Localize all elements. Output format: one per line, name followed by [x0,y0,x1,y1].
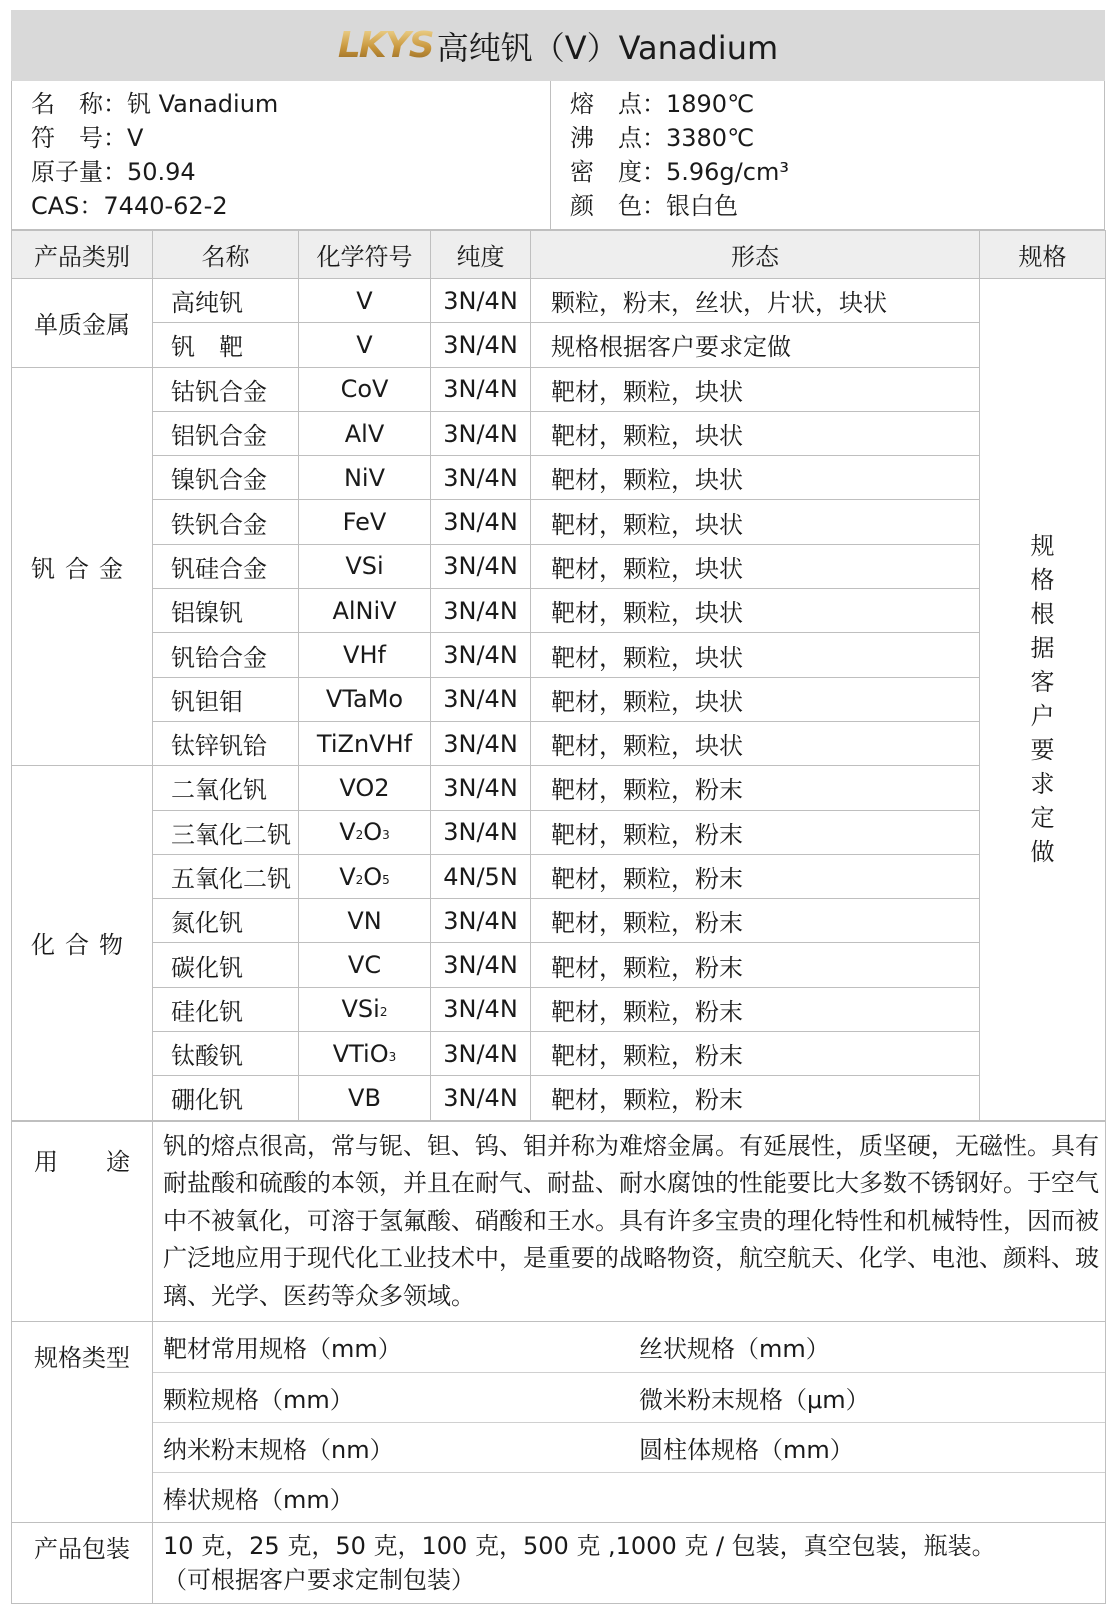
spec-type-item [629,1472,1105,1522]
product-name: 三氧化二钒 [153,810,299,854]
purity: 3N/4N [431,456,531,500]
chemical-symbol: CoV [299,367,431,411]
chemical-symbol: V [299,279,431,323]
table-row [12,1032,1106,1076]
purity: 3N/4N [431,943,531,987]
category-cell: 钒合金 [12,367,153,766]
header-spec: 规格 [980,231,1106,279]
category-cell: 单质金属 [12,279,153,368]
form: 靶材，颗粒，块状 [531,544,980,588]
info-right [551,81,1104,229]
table-row [12,544,1106,588]
chemical-symbol: VN [299,899,431,943]
chemical-symbol: VTaMo [299,677,431,721]
spec-types-label: 规格类型 [12,1322,153,1523]
purity: 3N/4N [431,367,531,411]
purity: 4N/5N [431,854,531,898]
purity: 3N/4N [431,766,531,810]
product-name: 钛酸钒 [153,1032,299,1076]
spec-types-row [12,1322,1106,1523]
table-row [12,854,1106,898]
info-left [12,81,551,229]
form: 靶材，颗粒，粉末 [531,854,980,898]
chemical-symbol: NiV [299,456,431,500]
usage-label: 用 途 [12,1121,153,1322]
table-row [12,456,1106,500]
packaging-line-1: 10 克，25 克，50 克，100 克，500 克 ,1000 克 / 包装，真空包装，瓶装。 [163,1532,996,1561]
form: 靶材，颗粒，块状 [531,411,980,455]
info-melting-point: 熔 点：1890℃ [570,90,755,118]
form: 规格根据客户要求定做 [531,323,980,367]
table-row [12,500,1106,544]
form: 靶材，颗粒，块状 [531,456,980,500]
info-color: 颜 色：银白色 [570,192,738,220]
spec-type-row [153,1472,1105,1522]
spec-type-item: 颗粒规格（mm） [153,1372,629,1422]
usage-row [12,1121,1106,1322]
chemical-symbol: VO2 [299,766,431,810]
product-name: 钒钽钼 [153,677,299,721]
spec-types-list [153,1322,1105,1522]
form: 靶材，颗粒，块状 [531,500,980,544]
product-sheet [11,10,1105,1604]
packaging-text [153,1523,1106,1604]
product-name: 氮化钒 [153,899,299,943]
table-row [12,766,1106,810]
form: 靶材，颗粒，块状 [531,677,980,721]
chemical-symbol: VC [299,943,431,987]
details-table [11,1121,1106,1605]
spec-type-row [153,1422,1105,1472]
form: 靶材，颗粒，块状 [531,721,980,765]
product-name: 高纯钒 [153,279,299,323]
form: 靶材，颗粒，粉末 [531,899,980,943]
spec-type-row [153,1322,1105,1372]
product-name: 硼化钒 [153,1076,299,1120]
chemical-symbol: VB [299,1076,431,1120]
spec-type-item: 纳米粉末规格（nm） [153,1422,629,1472]
title-bar [11,10,1105,81]
table-row [12,721,1106,765]
form: 颗粒，粉末，丝状，片状，块状 [531,279,980,323]
spec-type-item: 微米粉末规格（μm） [629,1372,1105,1422]
product-name: 钒铪合金 [153,633,299,677]
product-name: 铝钒合金 [153,411,299,455]
purity: 3N/4N [431,279,531,323]
chemical-symbol: VSi$_2$ [299,987,431,1031]
purity: 3N/4N [431,411,531,455]
table-row [12,987,1106,1031]
packaging-line-2: （可根据客户要求定制包装） [163,1566,475,1595]
packaging-row [12,1523,1106,1604]
chemical-symbol: $V_2O_5$ [299,854,431,898]
purity: 3N/4N [431,1076,531,1120]
table-header-row [12,231,1106,279]
purity: 3N/4N [431,633,531,677]
page-title: 高纯钒（V）Vanadium [436,28,779,67]
form: 靶材，颗粒，粉末 [531,810,980,854]
purity: 3N/4N [431,1032,531,1076]
chemical-symbol: $V_2O_3$ [299,810,431,854]
chemical-symbol: VSi [299,544,431,588]
table-row [12,677,1106,721]
info-symbol: 符 号：V [31,124,144,152]
product-name: 铁钒合金 [153,500,299,544]
info-atomic-weight: 原子量：50.94 [31,158,196,186]
purity: 3N/4N [431,987,531,1031]
table-row [12,279,1106,323]
form: 靶材，颗粒，粉末 [531,1032,980,1076]
product-name: 五氧化二钒 [153,854,299,898]
product-name: 钒硅合金 [153,544,299,588]
form: 靶材，颗粒，粉末 [531,943,980,987]
spec-note: 规 格 根 据 客 户 要 求 定 做 [980,279,1106,1121]
chemical-symbol: AlNiV [299,589,431,633]
info-name: 名 称：钒 Vanadium [31,90,279,118]
spec-type-item: 棒状规格（mm） [163,1485,354,1514]
packaging-label: 产品包装 [12,1523,153,1604]
purity: 3N/4N [431,500,531,544]
chemical-symbol: V [299,323,431,367]
purity: 3N/4N [431,810,531,854]
element-info [11,81,1105,230]
chemical-symbol: AlV [299,411,431,455]
form: 靶材，颗粒，粉末 [531,987,980,1031]
table-row [12,943,1106,987]
chemical-symbol: VTiO$_3$ [299,1032,431,1076]
usage-text: 钒的熔点很高，常与铌、钽、钨、钼并称为难熔金属。有延展性，质坚硬，无磁性。具有耐盐酸和硫酸的本领，并且在耐气、耐盐、耐水腐蚀的性能要比大多数不锈钢好。于空气中不被氧化，可溶于氢氟酸、硝酸和王水。具有许多宝贵的理化特性和机械特性，因而被广泛地应用于现代化工业技术中，是重要的战略物资，航空航天、化学、电池、颜料、玻璃、光学、医药等众多领域。 [153,1121,1106,1322]
table-row [12,810,1106,854]
table-row [12,899,1106,943]
form: 靶材，颗粒，块状 [531,589,980,633]
table-row [12,367,1106,411]
purity: 3N/4N [431,544,531,588]
chemical-symbol: VHf [299,633,431,677]
chemical-symbol: TiZnVHf [299,721,431,765]
product-name: 二氧化钒 [153,766,299,810]
form: 靶材，颗粒，块状 [531,367,980,411]
product-name: 钒 靶 [153,323,299,367]
purity: 3N/4N [431,323,531,367]
spec-types-cell [153,1322,1106,1523]
spec-type-row [153,1372,1105,1422]
table-row [12,1076,1106,1120]
chemical-symbol: FeV [299,500,431,544]
purity: 3N/4N [431,899,531,943]
info-cas: CAS：7440-62-2 [31,192,228,220]
table-row [12,323,1106,367]
header-purity: 纯度 [431,231,531,279]
purity: 3N/4N [431,677,531,721]
purity: 3N/4N [431,721,531,765]
lkys-logo: LKYS [337,25,433,66]
table-row [12,411,1106,455]
spec-type-item: 靶材常用规格（mm） [153,1322,629,1372]
form: 靶材，颗粒，粉末 [531,1076,980,1120]
product-name: 碳化钒 [153,943,299,987]
header-category: 产品类别 [12,231,153,279]
product-name: 硅化钒 [153,987,299,1031]
info-boiling-point: 沸 点：3380℃ [570,124,755,152]
product-name: 钛锌钒铪 [153,721,299,765]
header-symbol: 化学符号 [299,231,431,279]
table-row [12,589,1106,633]
product-name: 铝镍钒 [153,589,299,633]
product-table-body [12,279,1106,1121]
table-row [12,633,1106,677]
spec-type-item: 丝状规格（mm） [629,1322,1105,1372]
form: 靶材，颗粒，粉末 [531,766,980,810]
info-density: 密 度：5.96g/cm³ [570,158,789,186]
form: 靶材，颗粒，块状 [531,633,980,677]
purity: 3N/4N [431,589,531,633]
product-name: 钴钒合金 [153,367,299,411]
category-cell: 化合物 [12,766,153,1120]
product-name: 镍钒合金 [153,456,299,500]
product-table [11,230,1106,1121]
header-name: 名称 [153,231,299,279]
spec-type-item: 圆柱体规格（mm） [629,1422,1105,1472]
header-form: 形态 [531,231,980,279]
